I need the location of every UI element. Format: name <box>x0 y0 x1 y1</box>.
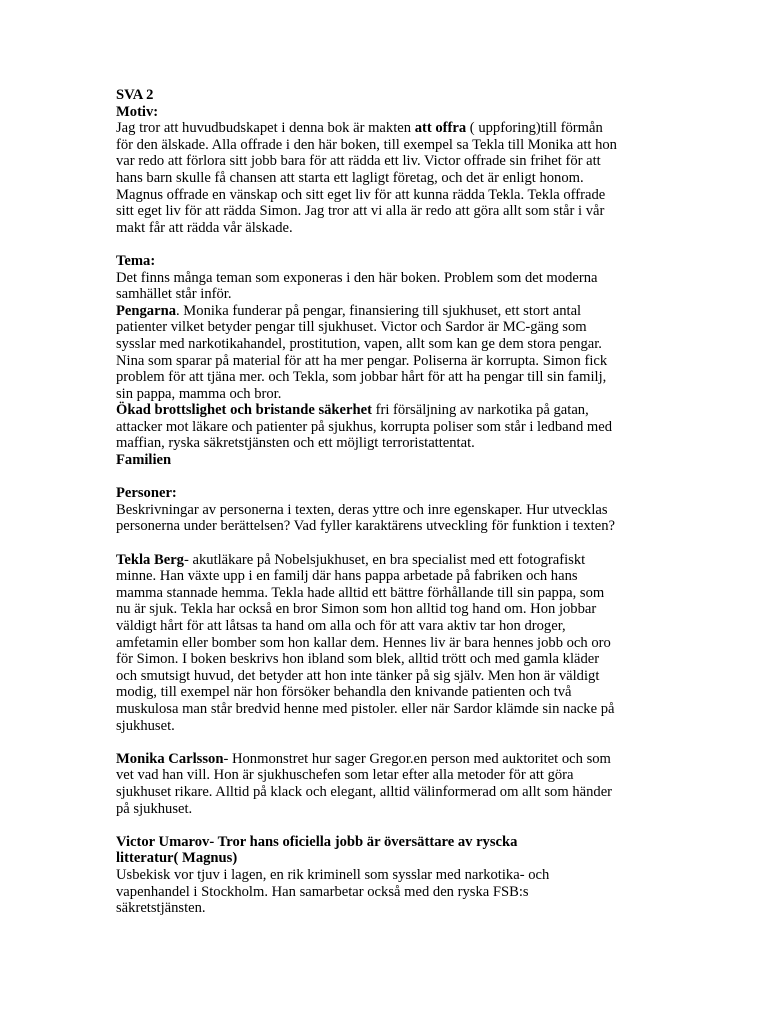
line-text: vapenhandel i Stockholm. Han samarbetar också med den ryska FSB:s <box>116 883 529 900</box>
document-page <box>116 87 656 917</box>
text-line <box>116 801 656 818</box>
text-line <box>116 850 656 867</box>
bold-term: Tekla Berg <box>116 551 184 568</box>
bold-term: Monika Carlsson <box>116 750 224 767</box>
line-text: mamma stannade hemma. Tekla hade alltid ett bättre förhållande till sin pappa, som <box>116 584 605 601</box>
text-line <box>116 435 656 452</box>
text-line <box>116 170 656 187</box>
motiv-paragraph <box>116 120 656 236</box>
line-text: Magnus offrade en vänskap och sitt eget liv för att kunna rädda Tekla. Tekla offrade <box>116 186 606 203</box>
blank-line <box>116 734 656 751</box>
text-line <box>116 369 656 386</box>
tema-heading: Tema: <box>116 252 156 269</box>
text-line <box>116 353 656 370</box>
line-text: ( uppforing)till förmån <box>466 120 603 137</box>
line-text: makt får att rädda vår älskade. <box>116 219 293 236</box>
line-text: sitt eget liv för att rädda Simon. Jag tror att vi alla är redo att göra allt som står i vår <box>116 203 605 220</box>
line-text: på sjukhuset. <box>116 800 193 817</box>
line-text: hans barn skulle få chansen att starta ett lagligt företag, och det är enligt honom. <box>116 169 584 186</box>
line-text: patienter vilket betyder pengar till sjukhuset. Victor och Sardor är MC-gäng som <box>116 319 587 336</box>
bold-term: Ökad brottslighet och bristande säkerhet <box>116 402 372 419</box>
line-text: sjukhuset rikare. Alltid på klack och elegant, alltid välinformerad om allt som händer <box>116 783 613 800</box>
course-title: SVA 2 <box>116 87 154 103</box>
line-text: problem för att tjäna mer. och Tekla, som jobbar hårt för att ha pengar till sin familj, <box>116 369 607 386</box>
line-text: sysslar med narkotikahandel, prostitution, vapen, allt som kan ge dem stora pengar. <box>116 335 602 352</box>
line-text: sin pappa, mamma och bror. <box>116 385 282 402</box>
text-line <box>116 402 656 419</box>
text-line <box>116 767 656 784</box>
text-line <box>116 303 656 320</box>
line-text: och smutsigt huvud, det betyder att hon inte tänker på sig själv. Men hon är väldigt <box>116 667 600 684</box>
line-text: minne. Han växte upp i en familj där hans pappa arbetade på fabriken och hans <box>116 568 578 585</box>
line-text: var redo att förlora sitt jobb bara för att rädda ett liv. Victor offrade sin frihet för att <box>116 153 601 170</box>
line-text: - akutläkare på Nobelsjukhuset, en bra specialist med ett fotografiskt <box>183 551 586 568</box>
text-line <box>116 153 656 170</box>
line-text: nu är sjuk. Tekla har också en bror Simon som hon alltid tog hand om. Hon jobbar <box>116 601 597 618</box>
line-text: för Simon. I boken beskrivs hon ibland som blek, alltid trött och med gamla kläder <box>116 651 600 668</box>
line-text: säkretstjänsten. <box>116 900 206 917</box>
text-line <box>116 502 656 519</box>
text-line <box>116 120 656 137</box>
line-text: amfetamin eller bomber som hon kallar dem. Hennes liv är bara hennes jobb och oro <box>116 634 611 651</box>
line-text: . Monika funderar på pengar, finansiering till sjukhuset, ett stort antal <box>176 302 582 319</box>
line-text: modig, till exempel när hon försöker behandla den knivande patienten och två <box>116 684 572 701</box>
text-line <box>116 867 656 884</box>
text-line <box>116 751 656 768</box>
text-line <box>116 585 656 602</box>
line-text: sjukhuset. <box>116 717 175 734</box>
text-line <box>116 137 656 154</box>
text-line <box>116 187 656 204</box>
line-text: muskulosa man står bredvid henne med pistoler. eller när Sardor klämde sin nacke på <box>116 700 615 717</box>
line-text: personerna under berättelsen? Vad fyller karaktärens utveckling för funktion i texten? <box>116 518 615 535</box>
blank-line <box>116 535 656 552</box>
text-line <box>116 419 656 436</box>
bold-term: att offra <box>414 120 467 137</box>
text-line <box>116 518 656 535</box>
text-line <box>116 220 656 237</box>
line-text: samhället står inför. <box>116 286 232 303</box>
motiv-heading: Motiv: <box>116 103 159 120</box>
line-text: maffian, ryska säkretstjänsten och ett möjligt terroristattentat. <box>116 435 475 452</box>
tema-paragraph <box>116 270 656 469</box>
text-line <box>116 701 656 718</box>
text-line <box>116 718 656 735</box>
text-line <box>116 386 656 403</box>
text-line <box>116 319 656 336</box>
bold-term: litteratur( Magnus) <box>116 850 238 867</box>
text-line <box>116 286 656 303</box>
line-text: Usbekisk vor tjuv i lagen, en rik kriminell som sysslar med narkotika- och <box>116 866 550 883</box>
blank-line <box>116 236 656 253</box>
line-text: Nina som sparar på material för att ha mer pengar. Poliserna är korrupta. Simon fick <box>116 352 608 369</box>
text-line <box>116 668 656 685</box>
line-text: attacker mot läkare och patienter på sjukhus, korrupta poliser som står i ledband med <box>116 418 613 435</box>
text-line <box>116 568 656 585</box>
text-line <box>116 635 656 652</box>
text-line <box>116 203 656 220</box>
line-text: - Honmonstret hur sager Gregor.en person med auktoritet och som <box>223 750 611 767</box>
line-text: Det finns många teman som exponeras i den här boken. Problem som det moderna <box>116 269 598 286</box>
text-line <box>116 601 656 618</box>
text-line <box>116 684 656 701</box>
tekla-paragraph <box>116 552 656 735</box>
line-text: Beskrivningar av personerna i texten, deras yttre och inre egenskaper. Hur utvecklas <box>116 501 608 518</box>
text-line <box>116 552 656 569</box>
text-line <box>116 884 656 901</box>
line-text: väldigt hårt för att låtsas ta hand om alla och för att vara aktiv tar hon droger, <box>116 618 566 634</box>
personer-paragraph <box>116 502 656 535</box>
text-line <box>116 452 656 469</box>
personer-heading: Personer: <box>116 485 177 502</box>
victor-paragraph <box>116 834 656 917</box>
line-text: vet vad han vill. Hon är sjukhuschefen som letar efter alla metoder för att göra <box>116 767 574 784</box>
text-line <box>116 900 656 917</box>
text-line <box>116 270 656 287</box>
text-line <box>116 618 656 635</box>
text-line <box>116 336 656 353</box>
blank-line <box>116 817 656 834</box>
blank-line <box>116 469 656 486</box>
bold-term: Pengarna <box>116 302 176 319</box>
text-line <box>116 834 656 851</box>
line-text: Jag tror att huvudbudskapet i denna bok är makten <box>116 120 415 137</box>
line-text: för den älskade. Alla offrade i den här boken, till exempel sa Tekla till Monika att hon <box>116 136 617 153</box>
text-line <box>116 784 656 801</box>
monika-paragraph <box>116 751 656 817</box>
bold-term: Victor Umarov- Tror hans oficiella jobb är översättare av ryscka <box>116 833 518 850</box>
bold-term: Familien <box>116 452 172 469</box>
text-line <box>116 651 656 668</box>
line-text: fri försäljning av narkotika på gatan, <box>371 402 589 419</box>
